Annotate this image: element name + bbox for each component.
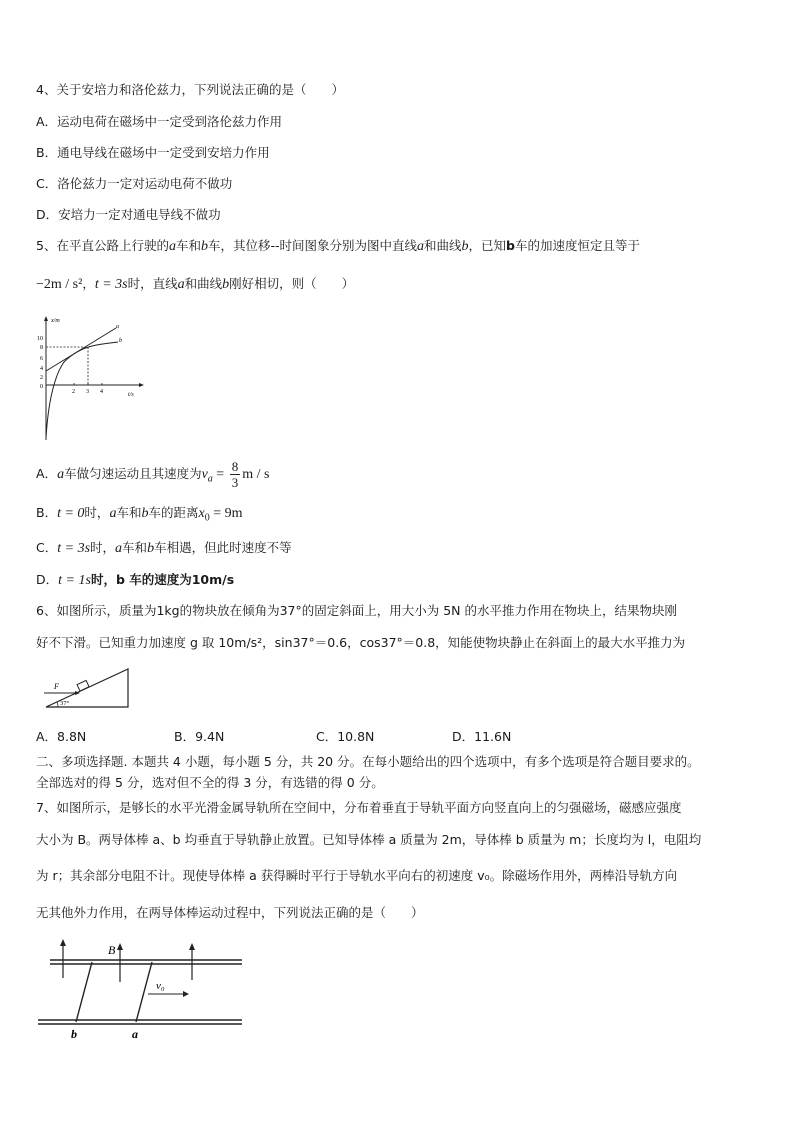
y-tick-8: 8: [40, 345, 43, 351]
q6-stem-line2: 好不下滑。已知重力加速度 g 取 10m/s²，sin37°＝0.6，cos37°＝0.8，知能使物块静止在斜面上的最大水平推力为: [36, 635, 686, 650]
y-axis-label: x/m: [51, 318, 60, 324]
q6-option-a: A．8.8N: [36, 729, 87, 744]
y-tick-0: 0: [40, 384, 43, 390]
q7-stem-line2: 大小为 B。两导体棒 a、b 均垂直于导轨静止放置。已知导体棒 a 质量为 2m，导体棒 b 质量为 m；长度均为 l，电阻均: [36, 832, 702, 847]
line-a-label: a: [116, 324, 119, 330]
q4-option-b: B．通电导线在磁场中一定受到安培力作用: [36, 145, 270, 160]
x-tick-2: 2: [72, 389, 75, 395]
q7-stem-line1: 7、如图所示，是够长的水平光滑金属导轨所在空间中，分布着垂直于导轨平面方向竖直向上的匀强磁场，磁感应强度: [36, 800, 682, 815]
angle-label: 37°: [60, 700, 70, 707]
rod-b-label: b: [71, 1027, 77, 1041]
q5-option-b: B．t = 0时，a车和b车的距离$x_0 = 9m$: [36, 505, 243, 524]
q4-stem: 4、关于安培力和洛伦兹力，下列说法正确的是（ ）: [36, 82, 344, 97]
q4-option-c: C．洛伦兹力一定对运动电荷不做功: [36, 176, 233, 191]
q6-option-d: D．11.6N: [452, 729, 512, 744]
y-tick-10: 10: [37, 336, 43, 342]
y-tick-4: 4: [40, 366, 43, 372]
x-axis-label: t/s: [128, 392, 134, 398]
q5-option-d: D．t = 1s时，b 车的速度为10m/s: [36, 572, 235, 588]
rod-b: [76, 962, 92, 1022]
q4-option-a: A．运动电荷在磁场中一定受到洛伦兹力作用: [36, 114, 283, 129]
section2-instructions-line1: 二、多项选择题. 本题共 4 小题，每小题 5 分，共 20 分。在每小题给出的四个选项中，有多个选项是符合题目要求的。: [36, 754, 700, 769]
q7-stem-line3: 为 r；其余部分电阻不计。现使导体棒 a 获得瞬时平行于导轨水平向右的初速度 v₀。除磁场作用外，两棒沿导轨方向: [36, 868, 678, 883]
y-tick-6: 6: [40, 356, 43, 362]
q5-stem-line2: −2m / s²，t = 3s时，直线a和曲线b刚好相切，则（ ）: [36, 276, 355, 292]
field-label: B: [108, 943, 116, 957]
rod-a-label: a: [132, 1027, 138, 1041]
curve-b: [46, 342, 118, 438]
q4-option-d: D．安培力一定对通电导线不做功: [36, 207, 221, 222]
rod-a: [136, 962, 152, 1022]
q5-stem-line1: 5、在平直公路上行驶的a车和b车，其位移--时间图象分别为图中直线a和曲线b，已知b车的加速度恒定且等于: [36, 238, 641, 254]
q6-stem-line1: 6、如图所示，质量为1kg的物块放在倾角为37°的固定斜面上，用大小为 5N 的水平推力作用在物块上，结果物块刚: [36, 603, 677, 618]
q6-option-c: C．10.8N: [316, 729, 375, 744]
q7-stem-line4: 无其他外力作用，在两导体棒运动过程中，下列说法正确的是（ ）: [36, 905, 424, 920]
curve-b-label: b: [119, 338, 122, 344]
q7-rails-figure: [36, 934, 246, 1044]
section2-instructions-line2: 全部选对的得 5 分，选对但不全的得 3 分，有选错的得 0 分。: [36, 775, 384, 790]
q5-option-a: A．a车做匀速运动且其速度为$v_a$ = $\frac{8}{3}$ m / s: [36, 459, 270, 490]
y-tick-2: 2: [40, 375, 43, 381]
q6-option-b: B．9.4N: [174, 729, 225, 744]
force-label: F: [54, 682, 59, 691]
velocity-label: v₀: [156, 980, 165, 992]
x-tick-4: 4: [100, 389, 103, 395]
x-tick-3: 3: [86, 389, 89, 395]
q5-xt-graph: [34, 314, 146, 442]
q6-incline-figure: [36, 663, 136, 709]
speed-fraction: $\frac{8}{3}$: [231, 459, 239, 490]
q5-option-c: C．t = 3s时，a车和b车相遇，但此时速度不等: [36, 540, 292, 556]
